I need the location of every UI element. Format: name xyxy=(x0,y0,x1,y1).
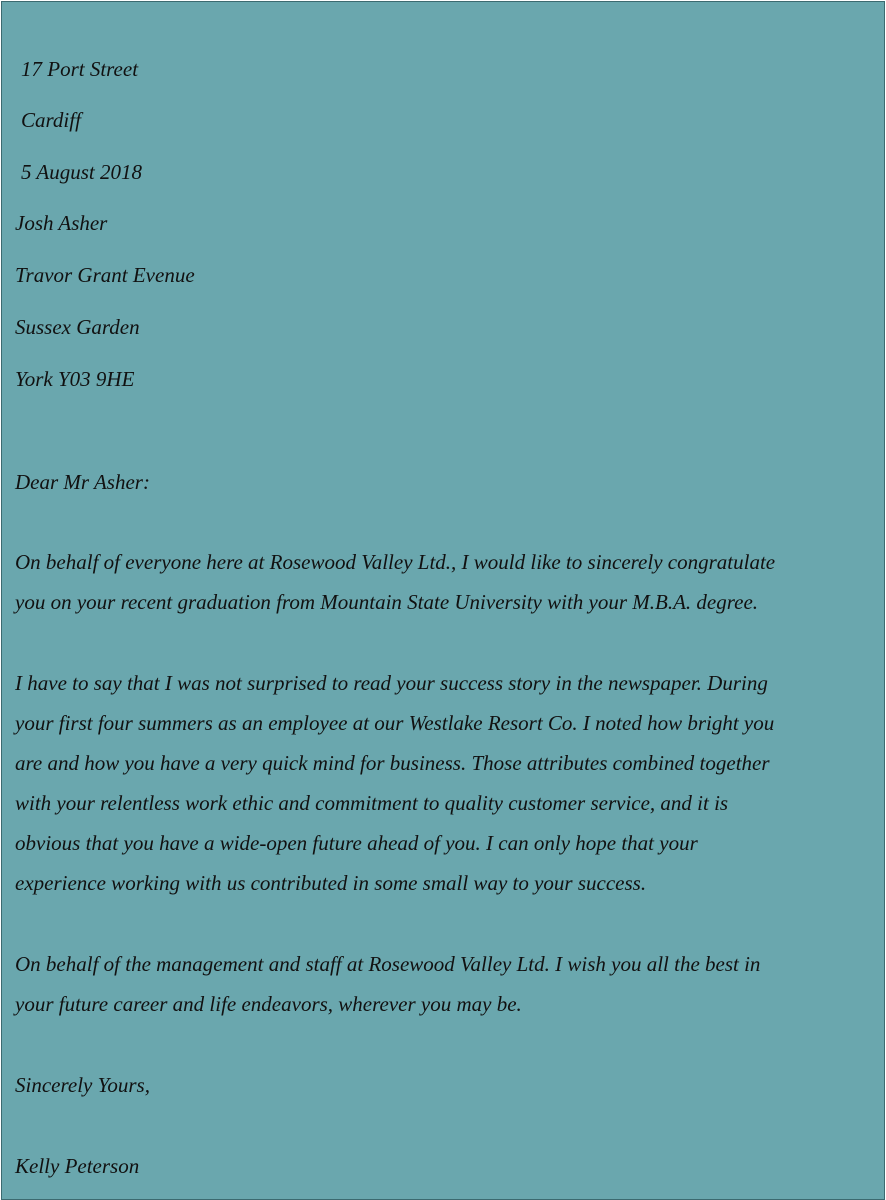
recipient-name: Josh Asher xyxy=(15,211,108,235)
paragraph-line: are and how you have a very quick mind for business. Those attributes combined together xyxy=(15,751,770,775)
sender-city: Cardiff xyxy=(21,108,81,132)
letter-date: 5 August 2018 xyxy=(21,160,142,184)
paragraph-line: On behalf of everyone here at Rosewood Valley Ltd., I would like to sincerely congratulate xyxy=(15,550,776,574)
body-paragraph-1 xyxy=(15,542,871,622)
paragraph-line: your first four summers as an employee at our Westlake Resort Co. I noted how bright you xyxy=(15,711,775,735)
paragraph-line: experience working with us contributed in some small way to your success. xyxy=(15,871,647,895)
recipient-address-line-3: York Y03 9HE xyxy=(15,367,135,391)
body-paragraph-2 xyxy=(15,663,871,903)
sender-street: 17 Port Street xyxy=(21,57,139,81)
letter-page xyxy=(1,1,885,1200)
body-paragraph-3 xyxy=(15,944,871,1024)
paragraph-line: On behalf of the management and staff at Rosewood Valley Ltd. I wish you all the best in xyxy=(15,952,761,976)
paragraph-line: obvious that you have a wide-open future ahead of you. I can only hope that your xyxy=(15,831,698,855)
paragraph-line: I have to say that I was not surprised to read your success story in the newspaper. During xyxy=(15,671,768,695)
paragraph-line: your future career and life endeavors, wherever you may be. xyxy=(15,992,522,1016)
recipient-address-line-1: Travor Grant Evenue xyxy=(15,263,195,287)
paragraph-line: you on your recent graduation from Mountain State University with your M.B.A. degree. xyxy=(15,590,759,614)
salutation: Dear Mr Asher: xyxy=(15,470,150,494)
recipient-address-line-2: Sussex Garden xyxy=(15,315,140,339)
paragraph-line: with your relentless work ethic and commitment to quality customer service, and it is xyxy=(15,791,729,815)
signature-name: Kelly Peterson xyxy=(15,1154,140,1178)
closing: Sincerely Yours, xyxy=(15,1073,150,1097)
